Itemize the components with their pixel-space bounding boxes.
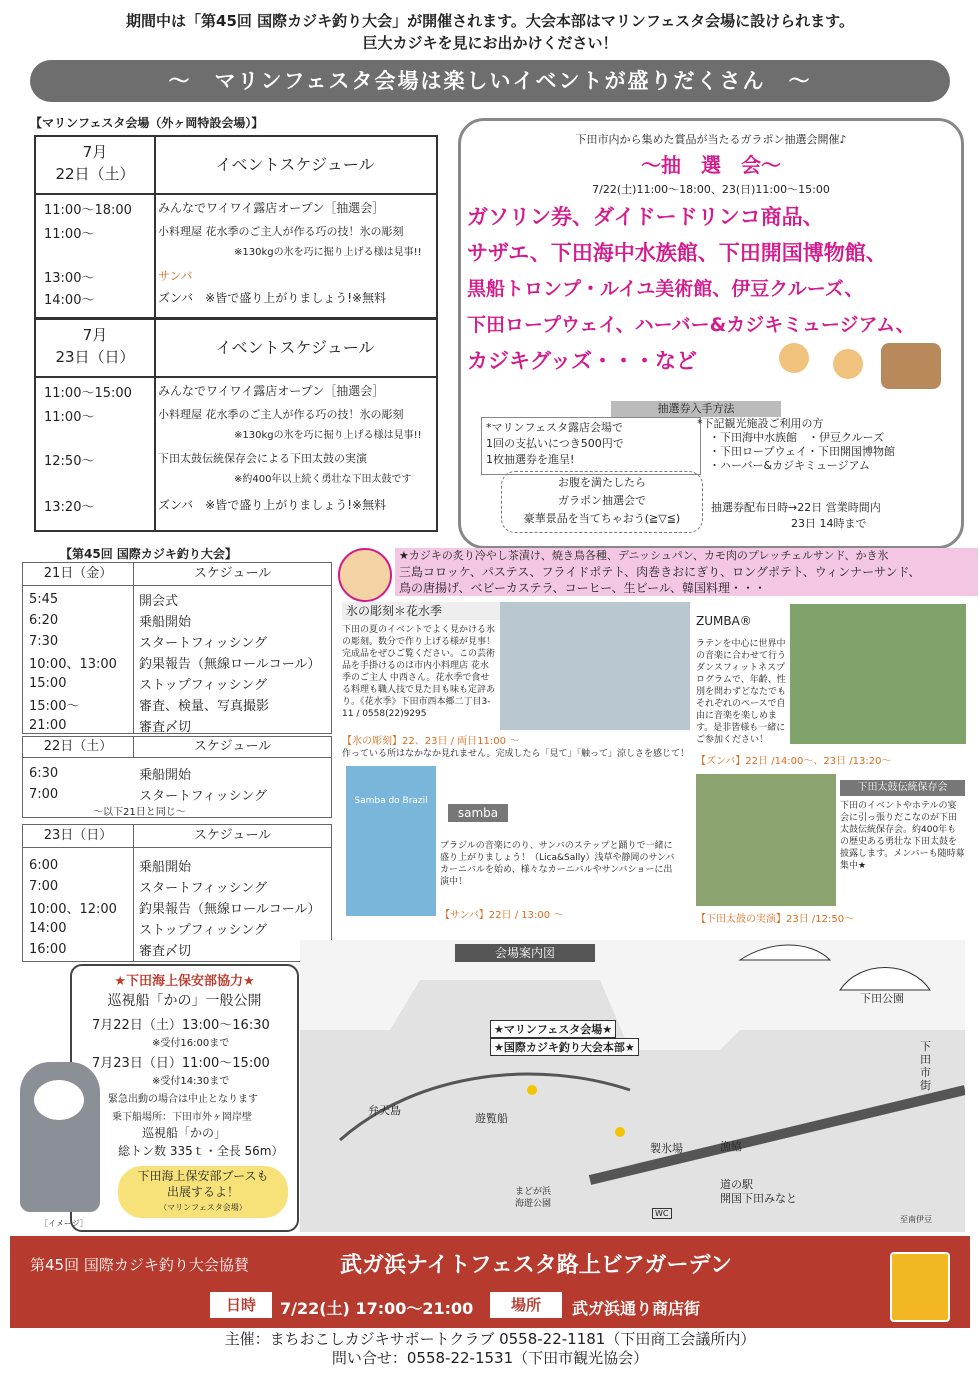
schedule-row: 11:00～ 小料理屋 花水季のご主人が作る巧の技！氷の彫刻 bbox=[44, 408, 404, 425]
tour-table: 5:45 開会式 6:20 乗船開始 7:30 スタートフィッシング 10:00、13:00 釣果報告（無線ロールコール） 15:00 ストップフィッシング 15:00～ 審査、検量、写真撮影 21:00 審査〆切 bbox=[29, 592, 321, 735]
distribution-date2: 23日 14時まで bbox=[791, 517, 867, 530]
schedule-title: イベントスケジュール bbox=[154, 137, 436, 195]
zumba-footer: 【ズンバ】22日 /14:00～、23日 /13:20～ bbox=[696, 756, 892, 767]
map-drawing bbox=[300, 940, 965, 1232]
distribution-date: 抽選券配布日時→22日 営業時間内 bbox=[711, 501, 881, 514]
ice-footer2: 作っている所はなかなか見れません。完成したら「見て」「触って」涼しさを感じて！ bbox=[342, 749, 690, 759]
lottery-title: ～抽 選 会～ bbox=[641, 153, 781, 177]
tour-head: スケジュール bbox=[193, 828, 272, 843]
map-fishery: 漁協 bbox=[720, 1140, 742, 1153]
image-note: ［イメージ］ bbox=[40, 1219, 88, 1228]
map-madoga2: 海遊公園 bbox=[515, 1199, 552, 1209]
schedule-row: ※130kgの氷を巧に掘り上げる様は見事!! bbox=[234, 430, 422, 441]
map-label-marine: ★マリンフェスタ会場★ bbox=[490, 1020, 616, 1038]
lottery-hours: 7/22(土)11:00～18:00、23(日)11:00～15:00 bbox=[592, 183, 830, 196]
tour-head: スケジュール bbox=[193, 566, 272, 581]
schedule-day22 bbox=[34, 135, 438, 319]
how-right: *下記観光施設ご利用の方 ・下田海中水族館 ・伊豆クルーズ ・下田ロープウェイ・下田開国博物館 ・ハーバー&カジキミュージアム bbox=[697, 417, 896, 472]
zumba-title: ZUMBA® bbox=[696, 614, 752, 628]
tournament-day22 bbox=[22, 736, 332, 818]
date-cell bbox=[36, 137, 156, 195]
date-cell bbox=[36, 320, 156, 378]
date-month: 7月 bbox=[82, 326, 108, 344]
prize-line: 黒船トロンプ・ルイユ美術館、伊豆クルーズ、 bbox=[467, 278, 864, 300]
tournament-day23 bbox=[22, 824, 332, 962]
map-south: 至南伊豆 bbox=[900, 1215, 932, 1224]
ice-photo bbox=[500, 602, 690, 730]
tour-table: 6:00 乗船開始 7:00 スタートフィッシング 10:00、12:00 釣果報告（無線ロールコール） 14:00 ストップフィッシング 16:00 審査〆切 bbox=[29, 858, 321, 959]
map-title: 会場案内図 bbox=[455, 944, 595, 962]
booth-callout: 下田海上保安部ブースも 出展するよ！ （マリンフェスタ会場） bbox=[118, 1166, 288, 1218]
date-day: 23日（日） bbox=[55, 348, 135, 366]
taiko-title: 下田太鼓伝統保存会 bbox=[840, 780, 965, 796]
tour-date: 21日（金） bbox=[23, 563, 134, 585]
intro-text bbox=[0, 10, 980, 54]
speech-bubble: お腹を満たしたら ガラポン抽選会で 豪華景品を当てちゃおう(≧▽≦) bbox=[501, 471, 703, 533]
ice-footer: 【氷の彫刻】22、23日 / 両日11:00 ～ bbox=[342, 736, 520, 747]
map-town: 下田市街 bbox=[920, 1040, 931, 1092]
beer-mug-icon bbox=[890, 1252, 950, 1322]
zumba-desc: ラテンを中心に世界中の音楽に合わせて行うダンスフィットネスプログラムで、年齢、性別を問わずどなたでもそれぞれのペースで自由に音楽を楽しめます。是非皆様も一緒にご参加ください！ bbox=[696, 639, 787, 745]
lottery-box bbox=[458, 118, 964, 549]
tour-note: ～以下21日と同じ～ bbox=[93, 807, 186, 818]
tournament-label: 【第45回 国際カジキ釣り大会】 bbox=[60, 547, 237, 561]
tour-date: 23日（日） bbox=[23, 825, 134, 847]
schedule-row: 11:00～ 小料理屋 花水季のご主人が作る巧の技！氷の彫刻 bbox=[44, 225, 404, 242]
food-list: ★カジキの炙り冷やし茶漬け、焼き鳥各種、デニッシュパン、カモ肉のプレッチェルサンド、かき氷 三島コロッケ、パステス、フライドポテト、肉巻きおにぎり、ロングポテト、ウィンナーサンド、 鳥の唐揚げ、ベビーカステラ、コーヒー、生ビール、韓国料理・・・ bbox=[395, 548, 978, 596]
date-month: 7月 bbox=[82, 143, 108, 161]
how-left: *マリンフェスタ露店会場で 1回の支払いにつき500円で 1枚抽選券を進呈! bbox=[481, 417, 701, 475]
schedule-row: 14:00～ ズンバ ※皆で盛り上がりましょう!※無料 bbox=[44, 291, 387, 308]
how-title: 抽選券入手方法 bbox=[611, 401, 781, 417]
schedule-row: 11:00～15:00 みんなでワイワイ露店オープン［抽選会］ bbox=[44, 384, 385, 401]
venue-map bbox=[300, 940, 965, 1232]
prize-line: ガソリン券、ダイドードリンコ商品、 bbox=[467, 205, 824, 229]
zumba-photo bbox=[790, 604, 966, 744]
schedule-row: 12:50～ 下田太鼓伝統保存会による下田太鼓の実演 bbox=[44, 452, 367, 469]
map-pier: 遊覧船 bbox=[475, 1112, 508, 1125]
map-park: 下田公園 bbox=[860, 992, 904, 1005]
beer-garden-bar: 第45回 国際カジキ釣り大会協賛 武ガ浜ナイトフェスタ路上ビアガーデン 日時 7/22(土) 17:00～21:00 場所 武ガ浜通り商店街 bbox=[10, 1236, 970, 1328]
schedule-day23 bbox=[34, 318, 438, 532]
event-banner: ～ マリンフェスタ会場は楽しいイベントが盛りだくさん ～ bbox=[30, 60, 950, 102]
venue-label: 【マリンフェスタ会場（外ヶ岡特設会場）】 bbox=[30, 116, 264, 130]
intro-line1: 期間中は「第45回 国際カジキ釣り大会」が開催されます。大会本部はマリンフェスタ会場に設けられます。 bbox=[126, 12, 854, 30]
map-madoga: まどが浜 bbox=[515, 1187, 552, 1197]
schedule-rows bbox=[44, 199, 434, 311]
tour-head: スケジュール bbox=[193, 739, 272, 754]
schedule-row: 11:00～18:00 みんなでワイワイ露店オープン［抽選会］ bbox=[44, 201, 385, 218]
samba-photo: Samba do Brazil bbox=[346, 766, 436, 916]
map-wc: WC bbox=[652, 1208, 672, 1219]
map-ice-plant: 製氷場 bbox=[650, 1142, 683, 1155]
ice-desc: 下田の夏のイベントでよく見かける氷の彫刻。数分で作り上げる様が見事！完成品をぜひご覧ください。この芸術品を手掛けるのは市内小料理店 花水季のご主人 中西さん。花水季で食せる料理も職人技で見た目も味も定評あり。《花水季》下田市西本郷二丁目3-11 / 0558(22)9295 bbox=[342, 625, 496, 719]
credits: 主催：まちおこしカジキサポートクラブ 0558-22-1181（下田商工会議所内） 問い合せ：0558-22-1531（下田市観光協会） bbox=[224, 1330, 756, 1367]
prize-line: 下田ロープウェイ、ハーバー&カジキミュージアム、 bbox=[467, 314, 915, 336]
child-illustration-icon bbox=[779, 343, 809, 373]
ice-title: 氷の彫刻＊花水季 bbox=[342, 602, 506, 620]
samba-footer: 【サンバ】22日 / 13:00 ～ bbox=[440, 910, 564, 921]
tour-date: 22日（土） bbox=[23, 737, 134, 757]
samba-desc: ブラジルの音楽にのり、サンバのステップと踊りで一緒に盛り上がりましょう！（Lica&Sally）浅草や静岡のサンバカーニバルを始め、様々なカーニバルやサンバショーに出演中！ bbox=[440, 841, 675, 887]
schedule-row: 13:20～ ズンバ ※皆で盛り上がりましょう!※無料 bbox=[44, 498, 387, 515]
schedule-row: ※約400年以上続く勇壮な下田太鼓です bbox=[234, 474, 412, 485]
schedule-row: ※130kgの氷を巧に掘り上げる様は見事!! bbox=[234, 247, 422, 258]
intro-line2: 巨大カジキを見にお出かけください！ bbox=[362, 34, 618, 52]
patrol-box: ★下田海上保安部協力★ 巡視船「かの」一般公開 7月22日（土）13:00～16:30 ※受付16:00まで 7月23日（日）11:00～15:00 ※受付14:30まで 緊急出動の場合は中止となります 乗下船場所：下田市外ヶ岡岸壁 巡視船「かの」 総トン数 335ｔ・全長 56m） 下田海上保安部ブースも 出展するよ！ （マリンフェスタ会場） bbox=[70, 964, 299, 1232]
lottery-lead: 下田市内から集めた賞品が当たるガラポン抽選会開催♪ bbox=[575, 133, 847, 146]
map-station: 道の駅 bbox=[720, 1178, 753, 1191]
prize-line: サザエ、下田海中水族館、下田開国博物館、 bbox=[467, 241, 887, 265]
taiko-footer: 【下田太鼓の実演】23日 /12:50～ bbox=[696, 914, 855, 925]
schedule-row: 13:00～ サンバ bbox=[44, 269, 193, 286]
taiko-photo bbox=[696, 774, 836, 906]
tour-table: 6:30 乗船開始 7:00 スタートフィッシング bbox=[29, 766, 267, 804]
map-station2: 開国下田みなと bbox=[720, 1192, 797, 1205]
map-island: 弁天島 bbox=[368, 1104, 401, 1117]
schedule-title: イベントスケジュール bbox=[154, 320, 436, 378]
taiko-desc: 下田のイベントやホテルの宴会に引っ張りだこなのが下田太鼓伝統保存会。約400年もの歴史ある勇壮な下田太鼓を披露します。メンバーも随時募集中★ bbox=[840, 801, 965, 871]
girl-mascot-icon bbox=[338, 548, 392, 602]
date-day: 22日（土） bbox=[55, 165, 135, 183]
schedule-rows bbox=[44, 382, 434, 518]
map-label-hq: ★国際カジキ釣り大会本部★ bbox=[490, 1038, 639, 1056]
raffle-machine-icon bbox=[881, 343, 941, 389]
child-illustration-icon bbox=[833, 349, 863, 379]
samba-title: samba bbox=[448, 804, 508, 822]
prize-line: カジキグッズ・・・など bbox=[467, 349, 697, 373]
tournament-day21 bbox=[22, 562, 332, 734]
